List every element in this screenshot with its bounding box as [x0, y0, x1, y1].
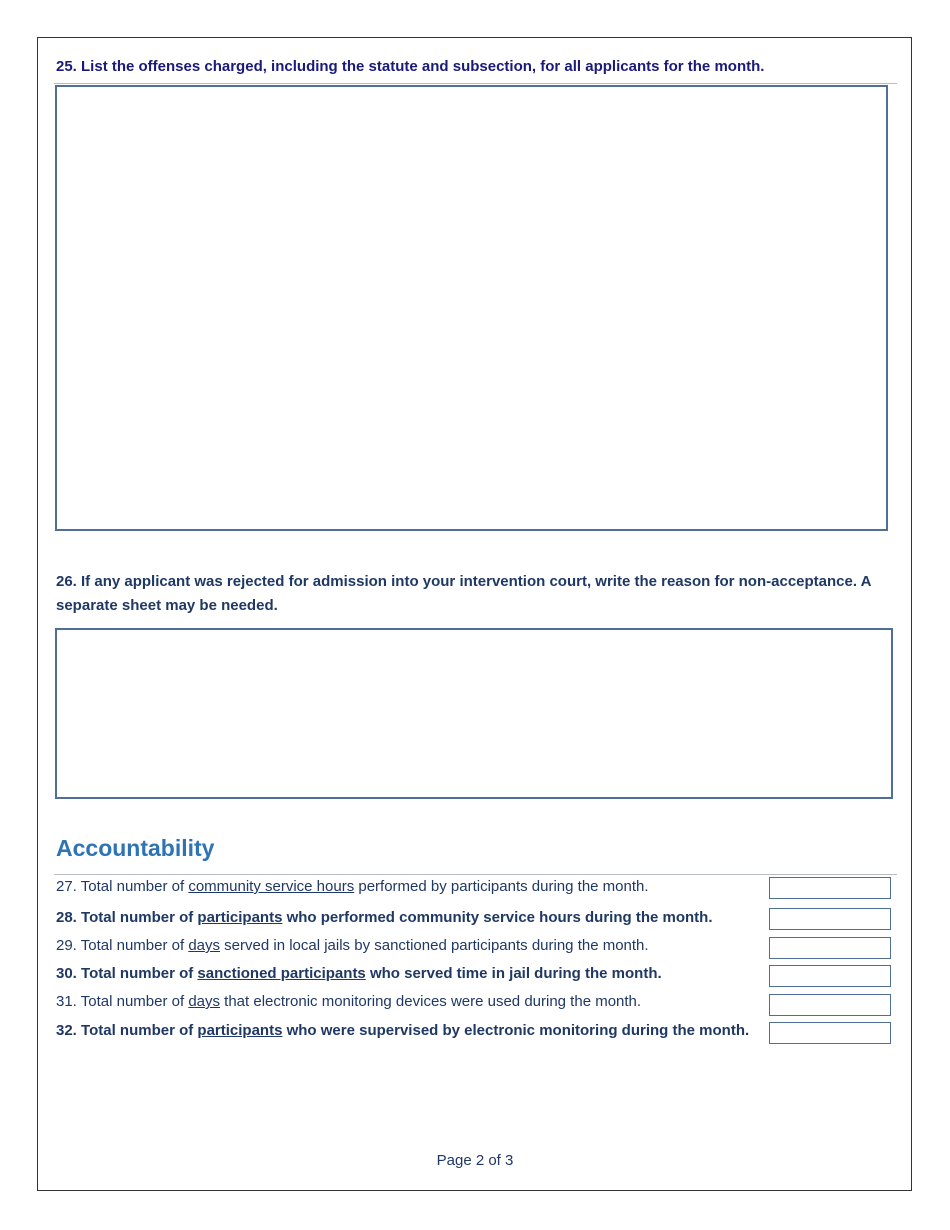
question-28-input[interactable] — [769, 908, 891, 930]
question-key-term: participants — [197, 909, 283, 926]
question-25-label: 25. List the offenses charged, including the statute and subsection, for all applicants for the month. — [56, 58, 765, 75]
question-28-label — [56, 908, 713, 928]
divider — [54, 83, 897, 84]
question-key-term: participants — [197, 1022, 283, 1039]
divider — [54, 874, 897, 875]
question-29-label — [56, 936, 649, 956]
question-text: who were supervised by electronic monitoring during the month. — [282, 1022, 750, 1039]
question-32-label — [56, 1021, 749, 1041]
question-text: 31. Total number of — [56, 993, 189, 1010]
question-text: served in local jails by sanctioned participants during the month. — [220, 937, 649, 954]
offenses-charged-textarea[interactable] — [55, 85, 888, 531]
question-text: 29. Total number of — [56, 937, 189, 954]
question-key-term: sanctioned participants — [197, 965, 366, 982]
question-text: 32. Total number of — [56, 1022, 198, 1039]
question-key-term: days — [188, 937, 220, 954]
question-30-label — [56, 964, 662, 984]
question-31-label — [56, 992, 641, 1012]
question-31-input[interactable] — [769, 994, 891, 1016]
page-number: Page 2 of 3 — [436, 1152, 514, 1169]
rejection-reason-textarea[interactable] — [55, 628, 893, 799]
question-text: who performed community service hours during the month. — [282, 909, 713, 926]
question-text: 30. Total number of — [56, 965, 198, 982]
section-title-accountability: Accountability — [56, 835, 215, 861]
question-26-label: 26. If any applicant was rejected for admission into your intervention court, write the reason for non-acceptance. A separate sheet may be needed. — [56, 573, 871, 614]
question-key-term: days — [188, 993, 220, 1010]
question-29-input[interactable] — [769, 937, 891, 959]
question-27-label — [56, 877, 649, 897]
question-text: that electronic monitoring devices were used during the month. — [220, 993, 642, 1010]
question-text: 27. Total number of — [56, 878, 189, 895]
question-text: performed by participants during the month. — [354, 878, 649, 895]
question-32-input[interactable] — [769, 1022, 891, 1044]
question-key-term: community service hours — [188, 878, 355, 895]
question-text: who served time in jail during the month. — [365, 965, 662, 982]
question-text: 28. Total number of — [56, 909, 198, 926]
question-27-input[interactable] — [769, 877, 891, 899]
question-30-input[interactable] — [769, 965, 891, 987]
